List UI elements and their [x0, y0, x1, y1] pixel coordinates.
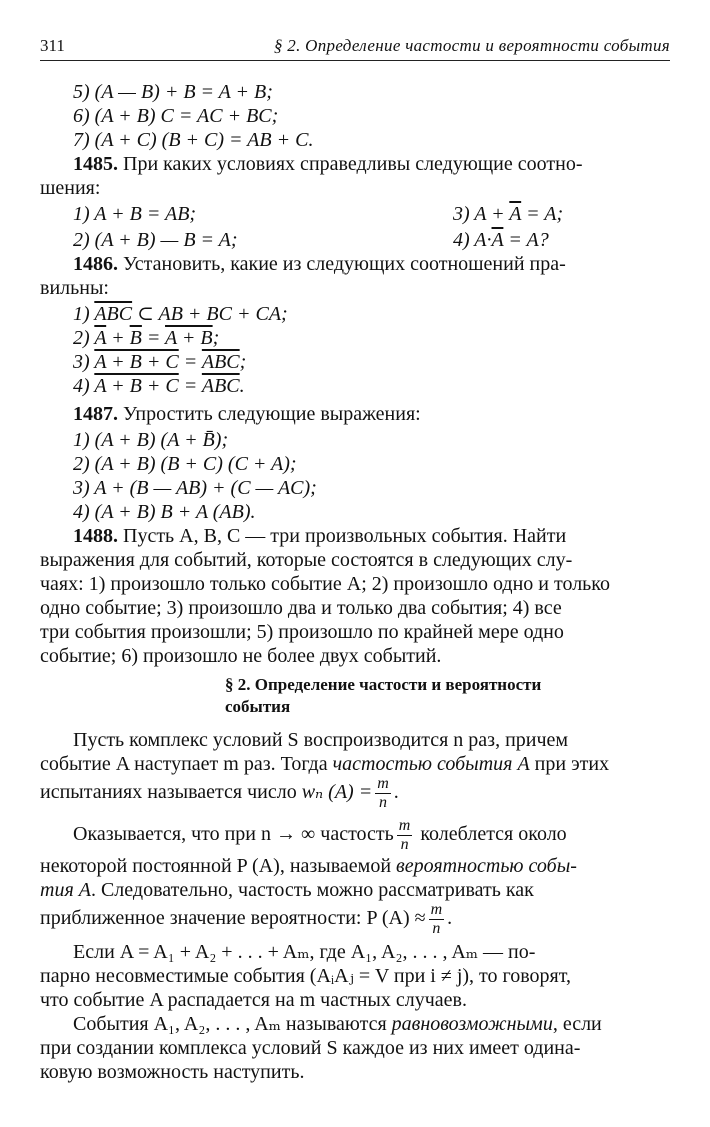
numerator: m: [430, 900, 443, 918]
formula-part: =: [141, 327, 166, 349]
body-text: Если A = A₁ + A₂ + . . . + Aₘ, где A₁, A₂, . . . , Aₘ — по-: [73, 941, 536, 963]
denominator: n: [378, 793, 387, 811]
formula-line: [73, 350, 670, 374]
problem-1487: [73, 402, 670, 426]
problem-text: При каких условиях справедливы следующие соотно-: [118, 153, 583, 175]
term: равновозможными: [391, 1013, 553, 1035]
formula-part: =: [178, 375, 202, 397]
text-part: при этих: [529, 753, 610, 775]
body-text: [73, 1012, 670, 1036]
body-text: [73, 816, 670, 854]
body-text: [40, 752, 670, 776]
denominator: n: [432, 919, 441, 937]
formula-part: 3): [73, 351, 95, 373]
problem-1486: [73, 252, 670, 276]
section-heading: [225, 674, 625, 718]
denominator: n: [400, 835, 409, 853]
formula-part: A + B + C: [94, 375, 179, 397]
problem-text: одно событие; 3) произошло два и только два события; 4) все: [40, 597, 562, 619]
body-text: [40, 878, 670, 902]
text-part: колеблется около: [415, 823, 567, 845]
problem-number: 1487.: [73, 403, 118, 425]
problem-text: выражения для событий, которые состоятся в следующих слу-: [40, 549, 573, 571]
formula-part: $\overline{A}$: [509, 203, 522, 225]
formula-part: = A;: [521, 203, 564, 225]
text-part: События A₁, A₂, . . . , Aₘ называются: [73, 1013, 392, 1035]
formula-row: [73, 228, 670, 252]
fraction: [375, 775, 391, 812]
text-part: испытаниях называется число: [40, 781, 302, 803]
formula-line: [73, 302, 670, 326]
text-part: , если: [552, 1013, 602, 1035]
problem-1485: [73, 152, 670, 176]
formula-line: 5) (A — B) + B = A + B;: [73, 81, 273, 103]
formula-part: 4) A·: [453, 229, 492, 251]
formula-part: ;: [239, 351, 247, 373]
formula-part: $\overline{ABC}$: [201, 351, 240, 373]
problem-text: шения:: [40, 177, 101, 199]
fraction: [429, 901, 445, 938]
problem-text: чаях: 1) произошло только событие A; 2) произошло одно и только: [40, 573, 610, 595]
running-header: [40, 34, 670, 61]
body-text: ковую возможность наступить.: [40, 1061, 305, 1083]
problem-text: три события произошли; 5) произошло по крайней мере одно: [40, 621, 564, 643]
formula-part: 1): [73, 303, 95, 325]
section-heading-line: § 2. Определение частости и вероятности: [225, 675, 542, 694]
formula-part: ⊂ AB + BC + CA;: [132, 303, 288, 325]
problem-number: 1488.: [73, 525, 118, 547]
text-part: приближенное значение вероятности: P (A) ≈: [40, 907, 426, 929]
formula: [453, 228, 549, 252]
formula-part: = A?: [503, 229, 549, 251]
formula-part: .: [239, 375, 245, 397]
formula-part: A + B + C: [94, 351, 179, 373]
section-heading-line: события: [225, 697, 291, 716]
body-text: [40, 854, 670, 878]
problem-number: 1486.: [73, 253, 118, 275]
formula: [453, 202, 563, 226]
formula-line: [73, 326, 670, 350]
term: вероятностью собы-: [396, 855, 577, 877]
text-part: Оказывается, что при n → ∞ частость: [73, 823, 394, 845]
problem-text: вильны:: [40, 277, 109, 299]
formula-line: 2) (A + B) (B + C) (C + A);: [73, 453, 297, 475]
text-part: некоторой постоянной P (A), называемой: [40, 855, 397, 877]
formula-part: wₙ (A) =: [301, 781, 373, 803]
page-number: 311: [40, 36, 65, 55]
numerator: m: [398, 816, 411, 834]
problem-text: Упростить следующие выражения:: [118, 403, 421, 425]
body-text: парно несовместимые события (AᵢAⱼ = V при i ≠ j), то говорят,: [40, 965, 571, 987]
formula-part: 4): [73, 375, 95, 397]
term: тия A: [40, 879, 91, 901]
text-part: .: [447, 907, 453, 929]
formula: 2) (A + B) — B = A;: [73, 229, 238, 251]
formula-line: 4) (A + B) B + A (AB).: [73, 501, 256, 523]
formula-line: 3) A + (B — AB) + (C — AC);: [73, 477, 317, 499]
formula-part: $\overline{A}$: [491, 229, 504, 251]
term: частостью события A: [332, 753, 530, 775]
text-part: событие A наступает m раз. Тогда: [40, 753, 333, 775]
formula-line: 7) (A + C) (B + C) = AB + C.: [73, 129, 314, 151]
problem-text: событие; 6) произошло не более двух событий.: [40, 645, 442, 667]
formula-line: 6) (A + B) C = AC + BC;: [73, 105, 279, 127]
formula-part: $\overline{B}$: [129, 327, 142, 349]
body-text: Пусть комплекс условий S воспроизводится n раз, причем: [73, 729, 569, 751]
problem-text: Пусть A, B, C — три произвольных события. Найти: [118, 525, 567, 547]
formula-part: =: [178, 351, 202, 373]
formula-part: $\overline{ABC}$: [94, 303, 133, 325]
numerator: m: [377, 774, 389, 792]
formula-line: 1) (A + B) (A + B̄);: [73, 429, 229, 451]
body-text: [40, 900, 670, 938]
running-title: § 2. Определение частости и вероятности события: [273, 36, 670, 55]
text-part: . Следовательно, частость можно рассматривать как: [90, 879, 534, 901]
fraction: [397, 817, 413, 854]
formula-part: 3) A +: [453, 203, 510, 225]
formula-row: [73, 202, 670, 226]
formula-part: A + B: [165, 327, 213, 349]
formula-part: 2): [73, 327, 95, 349]
formula-part: ;: [212, 327, 220, 349]
problem-text: Установить, какие из следующих соотношений пра-: [118, 253, 566, 275]
body-text: что событие A распадается на m частных случаев.: [40, 989, 467, 1011]
body-text: [40, 774, 670, 812]
formula-line: [73, 374, 670, 398]
problem-1488: [73, 524, 670, 548]
text-part: .: [393, 781, 399, 803]
formula: 1) A + B = AB;: [73, 203, 197, 225]
formula-part: $\overline{A}$: [94, 327, 107, 349]
formula-part: +: [106, 327, 130, 349]
problem-number: 1485.: [73, 153, 118, 175]
formula-part: $\overline{ABC}$: [201, 375, 240, 397]
body-text: при создании комплекса условий S каждое из них имеет одина-: [40, 1037, 581, 1059]
